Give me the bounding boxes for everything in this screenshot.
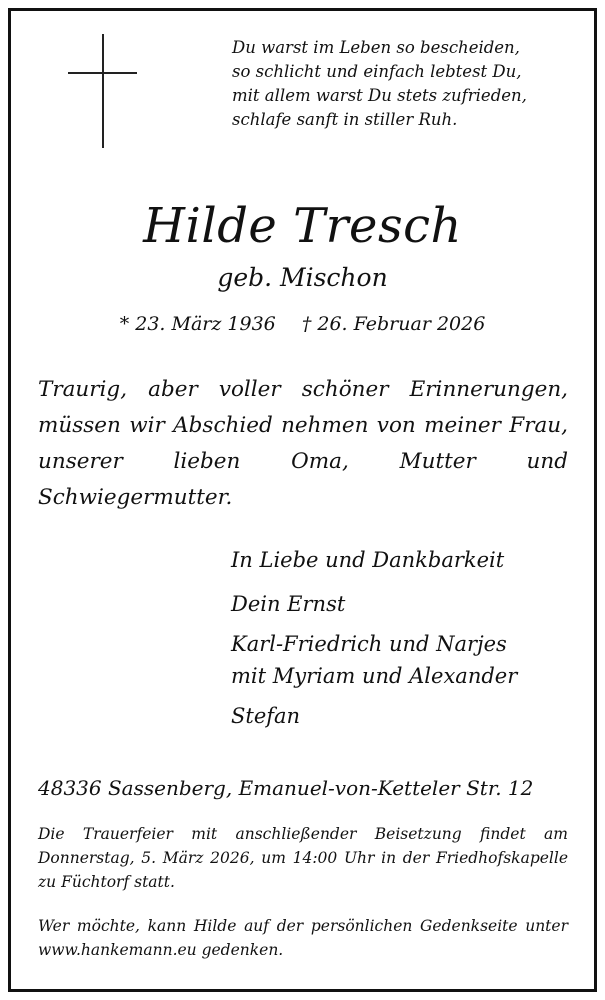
closing-line: In Liebe und Dankbarkeit (231, 548, 505, 572)
poem-line: Du warst im Leben so bescheiden, (232, 38, 520, 57)
deceased-name: Hilde Tresch (143, 198, 462, 254)
birth-date: * 23. März 1936 (119, 313, 276, 335)
poem (232, 36, 582, 132)
funeral-service-info: Die Trauerfeier mit anschließender Beisetzung findet am Donnerstag, 5. März 2026, um 14:00 Uhr in der Friedhofskapelle zu Füchtorf statt. (38, 825, 568, 891)
life-dates (0, 309, 605, 339)
poem-line: mit allem warst Du stets zufrieden, (232, 86, 527, 105)
mourning-message: Traurig, aber voller schöner Erinnerungen, müssen wir Abschied nehmen von meiner Frau, unserer lieben Oma, Mutter und Schwiegermutter. (38, 377, 568, 510)
signature-myriam: mit Myriam und Alexander (231, 664, 518, 688)
poem-line: schlafe sanft in stiller Ruh. (232, 110, 458, 129)
signature-stefan: Stefan (231, 704, 301, 728)
address: 48336 Sassenberg, Emanuel-von-Ketteler Str. 12 (38, 776, 534, 800)
poem-line: so schlicht und einfach lebtest Du, (232, 62, 522, 81)
signature-karl-friedrich: Karl-Friedrich und Narjes (231, 632, 507, 656)
memorial-page-info: Wer möchte, kann Hilde auf der persönlichen Gedenkseite unter www.hankemann.eu gedenken. (38, 917, 568, 959)
maiden-name: geb. Mischon (217, 263, 388, 292)
death-date: † 26. Februar 2026 (301, 313, 486, 335)
cross-icon-bar (68, 72, 137, 74)
cross-icon (102, 34, 104, 148)
signature-ernst: Dein Ernst (231, 592, 346, 616)
